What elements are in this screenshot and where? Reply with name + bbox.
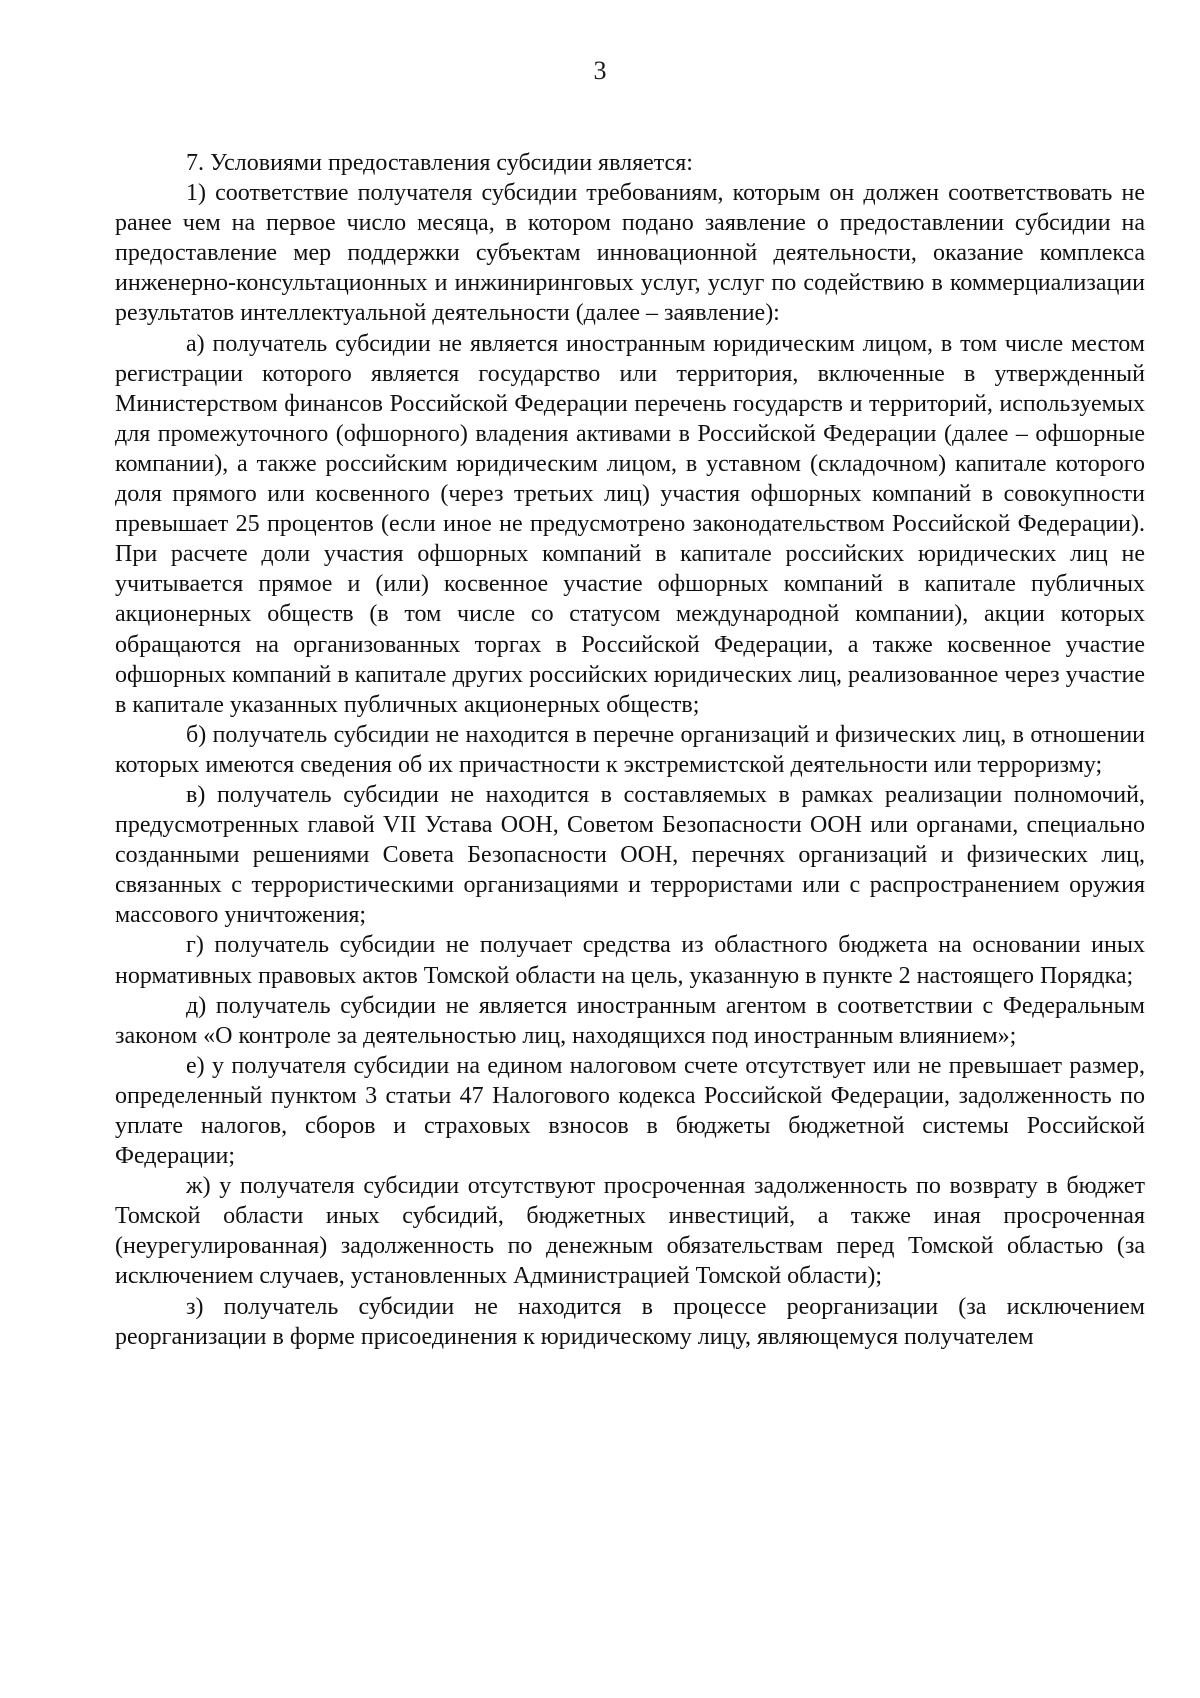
paragraph-subitem-d: д) получатель субсидии не является иностранным агентом в соответствии с Федеральным законом «О контроле за деятельностью лиц, находящихся под иностранным влиянием»; (115, 992, 1145, 1049)
paragraph-subitem-b: б) получатель субсидии не находится в перечне организаций и физических лиц, в отношении которых имеются сведения об их причастности к экстремистской деятельности или терроризму; (115, 721, 1145, 778)
document-body (115, 148, 1145, 1352)
paragraph-subitem-zh: ж) у получателя субсидии отсутствуют просроченная задолженность по возврату в бюджет Томской области иных субсидий, бюджетных инвестиций, а также иная просроченная (неурегулированная) задолженность по денежным обязательствам перед Томской областью (за исключением случаев, установленных Администрацией Томской области); (115, 1173, 1145, 1290)
page-number: 3 (593, 56, 607, 85)
paragraph-subitem-z: з) получатель субсидии не находится в процессе реорганизации (за исключением реорганизации в форме присоединения к юридическому лицу, являющемуся получателем (115, 1293, 1145, 1350)
paragraph-subitem-g: г) получатель субсидии не получает средства из областного бюджета на основании иных нормативных правовых актов Томской области на цель, указанную в пункте 2 настоящего Порядка; (115, 932, 1145, 989)
paragraph-subitem-v: в) получатель субсидии не находится в составляемых в рамках реализации полномочий, предусмотренных главой VII Устава ООН, Советом Безопасности ООН или органами, специально созданными решениями Совета Безопасности ООН, перечнях организаций и физических лиц, связанных с террористическими организациями и террористами или с распространением оружия массового уничтожения; (115, 781, 1145, 929)
paragraph-item-1: 1) соответствие получателя субсидии требованиям, которым он должен соответствовать не ранее чем на первое число месяца, в котором подано заявление о предоставлении субсидии на предоставление мер поддержки субъектам инновационной деятельности, оказание комплекса инженерно-консультационных и инжиниринговых услуг, услуг по содействию в коммерциализации результатов интеллектуальной деятельности (далее – заявление): (115, 180, 1145, 327)
paragraph-condition-7: 7. Условиями предоставления субсидии является: (186, 150, 693, 176)
paragraph-subitem-e: е) у получателя субсидии на едином налоговом счете отсутствует или не превышает размер, определенный пунктом 3 статьи 47 Налогового кодекса Российской Федерации, задолженность по уплате налогов, сборов и страховых взносов в бюджеты бюджетной системы Российской Федерации; (115, 1052, 1145, 1170)
paragraph-subitem-a: а) получатель субсидии не является иностранным юридическим лицом, в том числе местом регистрации которого является государство или территория, включенные в утвержденный Министерством финансов Российской Федерации перечень государств и территорий, используемых для промежуточного (офшорного) владения активами в Российской Федерации (далее – офшорные компании), а также российским юридическим лицом, в уставном (складочном) капитале которого доля прямого или косвенного (через третьих лиц) участия офшорных компаний в совокупности превышает 25 процентов (если иное не предусмотрено законодательством Российской Федерации). При расчете доли участия офшорных компаний в капитале российских юридических лиц не учитывается прямое и (или) косвенное участие офшорных компаний в капитале публичных акционерных обществ (в том числе со статусом международной компании), акции которых обращаются на организованных торгах в Российской Федерации, а также косвенное участие офшорных компаний в капитале других российских юридических лиц, реализованное через участие в капитале указанных публичных акционерных обществ; (115, 330, 1145, 718)
